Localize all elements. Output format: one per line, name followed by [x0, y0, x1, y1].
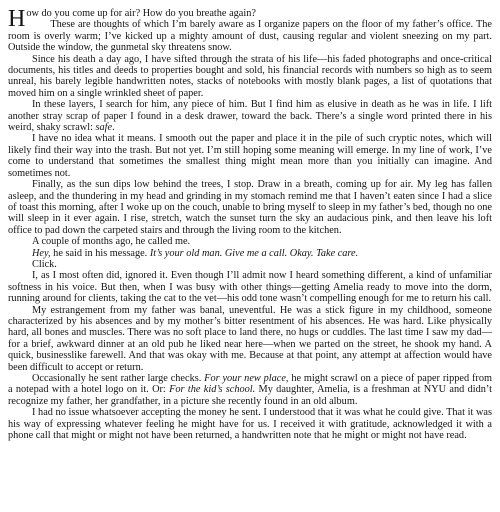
emphasized-word: safe: [95, 122, 113, 134]
quoted-note: For the kid’s school.: [169, 384, 256, 396]
drop-cap: H: [8, 6, 26, 32]
paragraph-text: In these layers, I search for him, any piece of him. But I find him as elusive in death as he was in life. I lift another stray scrap of paper I found in a desk drawer, toward the back. There’s a single word printed there in his weird, shaky scrawl:: [8, 99, 492, 134]
paragraph-text: My daughter, Amelia, is a freshman at NYU and didn’t recognize my father, her grandfather, in a picture she recently found in an old album.: [8, 384, 492, 407]
opening-paragraph: [8, 6, 492, 32]
paragraph-text: he might scrawl on a piece of paper ripped from a notepad with a hotel logo on it. Or:: [8, 373, 492, 396]
paragraph-text: .: [112, 122, 115, 134]
paragraph: My estrangement from my father was banal, uneventful. He was a stick figure in my childhood, someone characterized by his absences and by my mother’s bitter resentment of his absences. He was hard. Like physically hard, all bones and muscles. There was no soft place to land there, no hugs or cuddles. The last time I saw my dad—for a brief, awkward dinner at an old pub he liked near here—when we parted on the street, he shook my hand. A quick, businesslike farewell. And that was okay with me. Because at that point, any attempt at affection would have been difficult to accept or return.: [8, 304, 492, 373]
paragraph: Click.: [32, 258, 57, 270]
paragraph: [8, 248, 492, 259]
paragraph: These are thoughts of which I’m barely aware as I organize papers on the floor of my father’s office. The room is overly warm; I’ve kicked up a mighty amount of dust, causing regular and violent sneezing on my part. Outside the window, the gunmetal sky threatens snow.: [8, 19, 492, 54]
quoted-message: It’s your old man. Give me a call. Okay. Take care.: [149, 247, 359, 259]
paragraph: A couple of months ago, he called me.: [32, 236, 191, 248]
opening-line: ow do you come up for air? How do you breathe again?: [26, 8, 256, 19]
paragraph: [8, 99, 492, 133]
paragraph: Since his death a day ago, I have sifted through the strata of his life—his faded photographs and once-critical documents, his titles and deeds to properties bought and sold, his financial records with numbers so high as to seem unreal, his barely legible handwritten notes, stacks of notebooks with mostly blank pages, a list of quotations that moved him on a single wrinkled sheet of paper.: [8, 53, 492, 99]
book-page: [8, 8, 492, 441]
paragraph: I, as I most often did, ignored it. Even though I’ll admit now I heard something different, a kind of unfamiliar softness in his voice. But then, when I was busy with other things—getting Amelia ready to move into the dorm, running around for clients, taking the cat to the vet—his odd tone wasn’t compelling enough for me to return his call.: [8, 270, 492, 305]
paragraph: I had no issue whatsoever accepting the money he sent. I understood that it was what he could give. That it was his way of expressing whatever feeling he might have for us. I received it with gratitude, acknowledged it with a phone call that might or might not have been returned, a handwritten note that he might or might not have read.: [8, 407, 492, 442]
quoted-note: For your new place,: [204, 373, 289, 384]
paragraph: I have no idea what it means. I smooth out the paper and place it in the pile of such cryptic notes, which will likely find their way into the trash. But not yet. I’m still hoping some meaning will emerge. In my line of work, I’ve come to understand that sometimes the smallest thing might mean more than you initially can imagine. And sometimes not.: [8, 133, 492, 179]
paragraph: [8, 373, 492, 407]
paragraph-text: he said in his message.: [50, 247, 150, 259]
paragraph-text: Occasionally he sent rather large checks.: [32, 373, 205, 384]
paragraph: Finally, as the sun dips low behind the trees, I stop. Draw in a breath, coming up for air. My leg has fallen asleep, and the thundering in my head and grinding in my stomach remind me that I haven’t eaten since I had a slice of toast this morning, after I woke up on the couch, unable to bring myself to sleep in my father’s bed, though no one will sleep in it ever again. I rise, stretch, watch the sunset turn the sky an audacious pink, and then leave his loft office to pad down the carpeted stairs and through the living room to the kitchen.: [8, 179, 492, 236]
quoted-word: Hey,: [32, 247, 51, 259]
